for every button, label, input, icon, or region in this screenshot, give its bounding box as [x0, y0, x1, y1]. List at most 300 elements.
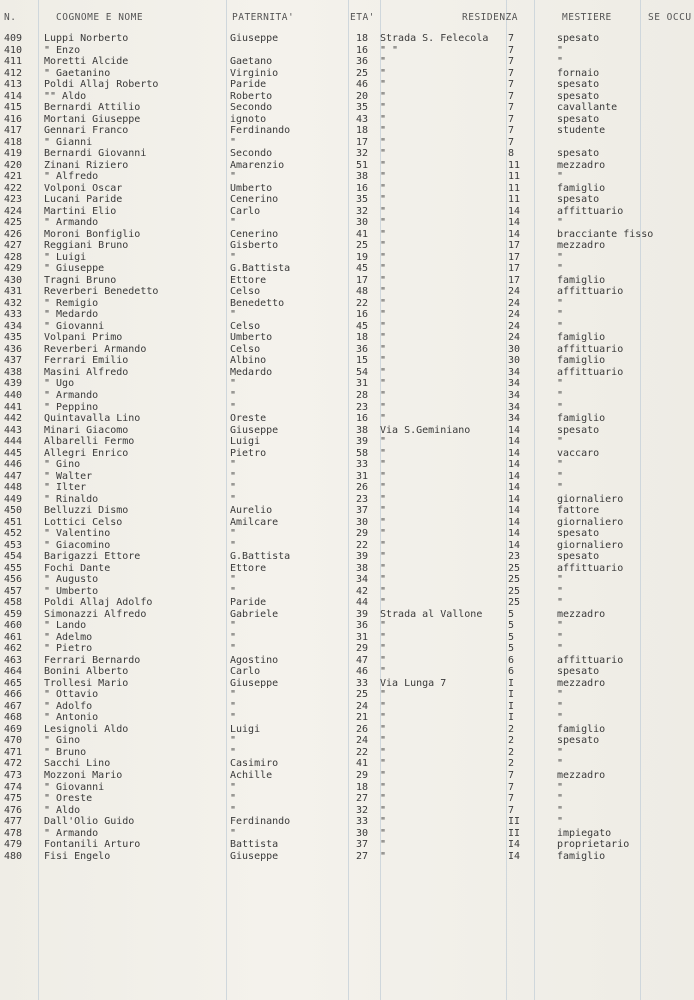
row-name: " Ilter	[44, 482, 87, 494]
row-number: 460	[4, 620, 23, 632]
row-number: 447	[4, 470, 23, 482]
row-eta: 16	[356, 182, 369, 194]
row-house-number: 34	[508, 401, 521, 413]
row-eta: 58	[356, 447, 369, 459]
row-residenza: "	[380, 758, 387, 770]
row-mestiere: "	[557, 700, 564, 712]
row-name: Mozzoni Mario	[44, 770, 123, 781]
row-residenza: "	[380, 781, 387, 793]
row-eta: 30	[356, 827, 369, 839]
row-paternita: "	[230, 171, 237, 183]
row-mestiere: "	[557, 597, 564, 609]
row-mestiere: "	[557, 389, 564, 401]
table-row	[0, 344, 694, 356]
row-name: " Walter	[44, 470, 93, 482]
row-house-number: 14	[508, 528, 521, 540]
table-row	[0, 240, 694, 252]
row-mestiere: spesato	[557, 528, 600, 540]
row-residenza: "	[380, 136, 387, 148]
row-name: Moroni Bonfiglio	[44, 228, 141, 240]
row-mestiere: spesato	[557, 194, 600, 206]
table-row	[0, 482, 694, 494]
row-paternita: "	[230, 585, 237, 597]
row-paternita: Casimiro	[230, 758, 279, 770]
row-eta: 54	[356, 366, 369, 378]
row-number: 416	[4, 113, 23, 125]
header-n: N.	[4, 12, 17, 23]
row-paternita: Agostino	[230, 654, 279, 666]
table-row	[0, 666, 694, 678]
row-number: 451	[4, 516, 23, 528]
row-number: 456	[4, 574, 23, 586]
row-mestiere: mezzadro	[557, 240, 606, 252]
row-mestiere: famiglio	[557, 355, 606, 367]
row-number: 472	[4, 758, 23, 770]
row-name: Bernardi Giovanni	[44, 148, 147, 160]
row-eta: 28	[356, 389, 369, 401]
row-house-number: 17	[508, 274, 521, 286]
table-row	[0, 275, 694, 287]
row-number: 437	[4, 355, 23, 367]
row-number: 433	[4, 309, 23, 321]
row-name: " Ottavio	[44, 689, 99, 701]
row-residenza: "	[380, 309, 387, 321]
row-name: Bonini Alberto	[44, 666, 129, 678]
row-number: 445	[4, 447, 23, 459]
row-mestiere: spesato	[557, 33, 600, 44]
row-eta: 42	[356, 585, 369, 597]
row-mestiere: spesato	[557, 735, 600, 747]
row-paternita: "	[230, 251, 237, 263]
row-house-number: 17	[508, 240, 521, 252]
row-number: 413	[4, 79, 23, 91]
row-residenza: "	[380, 562, 387, 574]
row-residenza: "	[380, 723, 387, 735]
row-house-number: 14	[508, 436, 521, 448]
row-house-number: 7	[508, 90, 515, 102]
row-name: Lottici Celso	[44, 516, 123, 528]
row-eta: 44	[356, 597, 369, 609]
row-residenza: Via S.Geminiano	[380, 424, 471, 436]
table-row	[0, 402, 694, 414]
table-row	[0, 574, 694, 586]
row-residenza: "	[380, 102, 387, 114]
row-number: 412	[4, 67, 23, 79]
table-row	[0, 194, 694, 206]
row-residenza: "	[380, 125, 387, 137]
row-house-number: 11	[508, 171, 521, 183]
row-name: " Armando	[44, 217, 99, 229]
row-name: " Armando	[44, 827, 99, 839]
row-residenza: "	[380, 839, 387, 851]
row-paternita: Celso	[230, 286, 261, 298]
row-mestiere: affittuario	[557, 205, 624, 217]
row-eta: 29	[356, 643, 369, 655]
row-eta: 18	[356, 125, 369, 137]
row-number: 421	[4, 171, 23, 183]
row-house-number: 6	[508, 666, 515, 678]
row-paternita: Medardo	[230, 366, 273, 378]
row-mestiere: impiegato	[557, 827, 612, 839]
row-residenza: "	[380, 182, 387, 194]
row-house-number: 30	[508, 343, 521, 355]
row-house-number: 14	[508, 470, 521, 482]
table-row	[0, 263, 694, 275]
table-row	[0, 436, 694, 448]
row-mestiere: famiglio	[557, 182, 606, 194]
row-mestiere: "	[557, 263, 564, 275]
row-eta: 32	[356, 205, 369, 217]
row-paternita: "	[230, 643, 237, 655]
row-residenza: "	[380, 194, 387, 206]
row-name: " Luigi	[44, 251, 87, 263]
row-name: " Gino	[44, 735, 81, 747]
row-residenza: "	[380, 332, 387, 344]
row-residenza: "	[380, 67, 387, 79]
row-number: 448	[4, 482, 23, 494]
row-number: 477	[4, 816, 23, 828]
row-paternita: "	[230, 378, 237, 390]
row-house-number: II	[508, 816, 521, 828]
row-name: Masini Alfredo	[44, 366, 129, 378]
row-mestiere: spesato	[557, 148, 600, 160]
row-number: 446	[4, 459, 23, 471]
row-eta: 22	[356, 746, 369, 758]
row-number: 409	[4, 33, 23, 44]
row-eta: 15	[356, 355, 369, 367]
row-number: 438	[4, 366, 23, 378]
row-eta: 47	[356, 654, 369, 666]
row-name: Reverberi Benedetto	[44, 286, 159, 298]
row-mestiere: famiglio	[557, 723, 606, 735]
row-house-number: 5	[508, 631, 515, 643]
row-paternita: Amilcare	[230, 516, 279, 528]
table-row	[0, 68, 694, 80]
row-residenza: "	[380, 746, 387, 758]
row-mestiere: proprietario	[557, 839, 630, 851]
table-row	[0, 643, 694, 655]
table-row	[0, 620, 694, 632]
row-house-number: 2	[508, 758, 515, 770]
row-house-number: 24	[508, 286, 521, 298]
table-row	[0, 632, 694, 644]
row-eta: 46	[356, 666, 369, 678]
row-eta: 17	[356, 274, 369, 286]
row-paternita: Paride	[230, 79, 267, 91]
row-house-number: 2	[508, 735, 515, 747]
row-name: Moretti Alcide	[44, 56, 129, 68]
row-mestiere: affittuario	[557, 562, 624, 574]
table-row	[0, 551, 694, 563]
row-name: " Aldo	[44, 804, 81, 816]
row-eta: 45	[356, 263, 369, 275]
table-row	[0, 701, 694, 713]
row-mestiere: mezzadro	[557, 770, 606, 781]
row-name: " Remigio	[44, 297, 99, 309]
row-name: Fontanili Arturo	[44, 839, 141, 851]
row-house-number: 24	[508, 320, 521, 332]
row-house-number: 25	[508, 585, 521, 597]
row-paternita: "	[230, 401, 237, 413]
row-mestiere: giornaliero	[557, 516, 624, 528]
row-house-number: 34	[508, 366, 521, 378]
row-house-number: I	[508, 677, 515, 689]
row-eta: 16	[356, 413, 369, 425]
row-paternita: Celso	[230, 343, 261, 355]
row-residenza: "	[380, 79, 387, 91]
table-row	[0, 229, 694, 241]
row-number: 419	[4, 148, 23, 160]
row-eta: 27	[356, 850, 369, 862]
row-mestiere: "	[557, 482, 564, 494]
row-eta: 43	[356, 113, 369, 125]
row-house-number: 30	[508, 355, 521, 367]
row-house-number: 7	[508, 793, 515, 805]
row-eta: 39	[356, 551, 369, 563]
row-residenza: "	[380, 597, 387, 609]
row-house-number: 7	[508, 804, 515, 816]
header-se-occupato: SE OCCU	[648, 12, 692, 23]
row-name: Minari Giacomo	[44, 424, 129, 436]
row-eta: 25	[356, 689, 369, 701]
row-eta: 25	[356, 67, 369, 79]
row-mestiere: "	[557, 816, 564, 828]
row-paternita: Oreste	[230, 413, 267, 425]
row-eta: 30	[356, 217, 369, 229]
row-number: 425	[4, 217, 23, 229]
row-number: 441	[4, 401, 23, 413]
row-name: " Giovanni	[44, 320, 105, 332]
row-eta: 31	[356, 470, 369, 482]
table-row	[0, 459, 694, 471]
row-number: 423	[4, 194, 23, 206]
row-house-number: 6	[508, 654, 515, 666]
row-paternita: Battista	[230, 839, 279, 851]
row-name: Bernardi Attilio	[44, 102, 141, 114]
row-number: 470	[4, 735, 23, 747]
row-eta: 16	[356, 309, 369, 321]
row-eta: 16	[356, 44, 369, 56]
row-eta: 24	[356, 700, 369, 712]
row-name: Tragni Bruno	[44, 274, 117, 286]
row-mestiere: famiglio	[557, 413, 606, 425]
table-row	[0, 655, 694, 667]
row-residenza: "	[380, 274, 387, 286]
table-row	[0, 828, 694, 840]
row-residenza: "	[380, 251, 387, 263]
row-residenza: "	[380, 148, 387, 160]
row-number: 411	[4, 56, 23, 68]
row-number: 461	[4, 631, 23, 643]
row-eta: 35	[356, 194, 369, 206]
row-residenza: "	[380, 505, 387, 517]
table-row	[0, 448, 694, 460]
row-mestiere: affittuario	[557, 654, 624, 666]
row-name: " Augusto	[44, 574, 99, 586]
table-row	[0, 597, 694, 609]
row-name: Ferrari Emilio	[44, 355, 129, 367]
row-mestiere: "	[557, 793, 564, 805]
row-residenza: "	[380, 56, 387, 68]
row-residenza: " "	[380, 44, 399, 56]
table-row	[0, 735, 694, 747]
row-number: 473	[4, 770, 23, 781]
row-paternita: Secondo	[230, 102, 273, 114]
row-mestiere: affittuario	[557, 366, 624, 378]
table-header	[0, 0, 694, 30]
row-paternita: Giuseppe	[230, 850, 279, 862]
row-number: 471	[4, 746, 23, 758]
row-eta: 31	[356, 378, 369, 390]
row-number: 476	[4, 804, 23, 816]
row-mestiere: mezzadro	[557, 159, 606, 171]
row-number: 466	[4, 689, 23, 701]
row-house-number: 24	[508, 297, 521, 309]
row-house-number: 7	[508, 67, 515, 79]
row-name: " Adolfo	[44, 700, 93, 712]
row-paternita: "	[230, 781, 237, 793]
row-eta: 41	[356, 228, 369, 240]
row-name: Luppi Norberto	[44, 33, 129, 44]
row-mestiere: "	[557, 459, 564, 471]
row-mestiere: "	[557, 643, 564, 655]
row-mestiere: "	[557, 574, 564, 586]
table-row	[0, 148, 694, 160]
row-paternita: Virginio	[230, 67, 279, 79]
row-paternita: Gisberto	[230, 240, 279, 252]
row-house-number: 14	[508, 447, 521, 459]
row-house-number: 5	[508, 608, 515, 620]
row-house-number: 8	[508, 148, 515, 160]
row-paternita: "	[230, 470, 237, 482]
row-eta: 46	[356, 79, 369, 91]
row-number: 462	[4, 643, 23, 655]
table-row	[0, 367, 694, 379]
row-eta: 30	[356, 516, 369, 528]
row-residenza: Via Lunga 7	[380, 677, 447, 689]
row-paternita: ignoto	[230, 113, 267, 125]
row-name: Martini Elio	[44, 205, 117, 217]
row-mestiere: "	[557, 758, 564, 770]
row-eta: 29	[356, 528, 369, 540]
row-residenza: Strada al Vallone	[380, 608, 483, 620]
row-paternita: Aurelio	[230, 505, 273, 517]
row-eta: 26	[356, 723, 369, 735]
row-residenza: "	[380, 804, 387, 816]
table-row	[0, 758, 694, 770]
row-number: 428	[4, 251, 23, 263]
row-residenza: "	[380, 700, 387, 712]
row-eta: 41	[356, 758, 369, 770]
table-row	[0, 171, 694, 183]
row-eta: 34	[356, 574, 369, 586]
row-eta: 23	[356, 401, 369, 413]
row-paternita: Pietro	[230, 447, 267, 459]
table-row	[0, 805, 694, 817]
row-paternita: Giuseppe	[230, 677, 279, 689]
row-name: " Lando	[44, 620, 87, 632]
row-residenza: "	[380, 850, 387, 862]
row-name: " Giovanni	[44, 781, 105, 793]
row-eta: 33	[356, 459, 369, 471]
row-house-number: 14	[508, 539, 521, 551]
table-row	[0, 45, 694, 57]
row-house-number: 7	[508, 102, 515, 114]
row-paternita: "	[230, 746, 237, 758]
row-residenza: "	[380, 551, 387, 563]
row-residenza: "	[380, 470, 387, 482]
row-residenza: "	[380, 528, 387, 540]
row-mestiere: "	[557, 171, 564, 183]
table-row	[0, 309, 694, 321]
row-mestiere: "	[557, 689, 564, 701]
table-row	[0, 851, 694, 863]
row-paternita: Amarenzio	[230, 159, 285, 171]
row-paternita: Carlo	[230, 205, 261, 217]
row-residenza: "	[380, 436, 387, 448]
row-eta: 31	[356, 631, 369, 643]
row-name: " Peppino	[44, 401, 99, 413]
row-name: Fochi Dante	[44, 562, 111, 574]
row-eta: 39	[356, 608, 369, 620]
row-paternita: "	[230, 712, 237, 724]
table-row	[0, 33, 694, 45]
row-number: 468	[4, 712, 23, 724]
row-number: 442	[4, 413, 23, 425]
row-name: Mortani Giuseppe	[44, 113, 141, 125]
row-paternita: "	[230, 459, 237, 471]
table-row	[0, 125, 694, 137]
row-number: 453	[4, 539, 23, 551]
row-paternita: G.Battista	[230, 551, 291, 563]
row-house-number: 17	[508, 263, 521, 275]
row-number: 478	[4, 827, 23, 839]
table-row	[0, 102, 694, 114]
row-paternita: "	[230, 574, 237, 586]
row-residenza: "	[380, 816, 387, 828]
table-row	[0, 724, 694, 736]
table-row	[0, 782, 694, 794]
row-mestiere: "	[557, 401, 564, 413]
row-paternita: "	[230, 793, 237, 805]
row-number: 420	[4, 159, 23, 171]
row-paternita: Giuseppe	[230, 33, 279, 44]
row-name: Trollesi Mario	[44, 677, 129, 689]
table-row	[0, 56, 694, 68]
row-name: Albarelli Fermo	[44, 436, 135, 448]
row-residenza: "	[380, 113, 387, 125]
row-eta: 24	[356, 735, 369, 747]
row-name: Simonazzi Alfredo	[44, 608, 147, 620]
row-house-number: 14	[508, 505, 521, 517]
row-residenza: "	[380, 263, 387, 275]
row-name: Quintavalla Lino	[44, 413, 141, 425]
row-mestiere: "	[557, 56, 564, 68]
row-name: Reverberi Armando	[44, 343, 147, 355]
row-mestiere: "	[557, 746, 564, 758]
row-eta: 37	[356, 839, 369, 851]
row-number: 443	[4, 424, 23, 436]
row-paternita: Umberto	[230, 332, 273, 344]
row-mestiere: mezzadro	[557, 677, 606, 689]
row-number: 459	[4, 608, 23, 620]
row-house-number: 2	[508, 746, 515, 758]
row-number: 455	[4, 562, 23, 574]
row-paternita: "	[230, 136, 237, 148]
row-residenza: "	[380, 159, 387, 171]
row-mestiere: "	[557, 320, 564, 332]
row-number: 410	[4, 44, 23, 56]
